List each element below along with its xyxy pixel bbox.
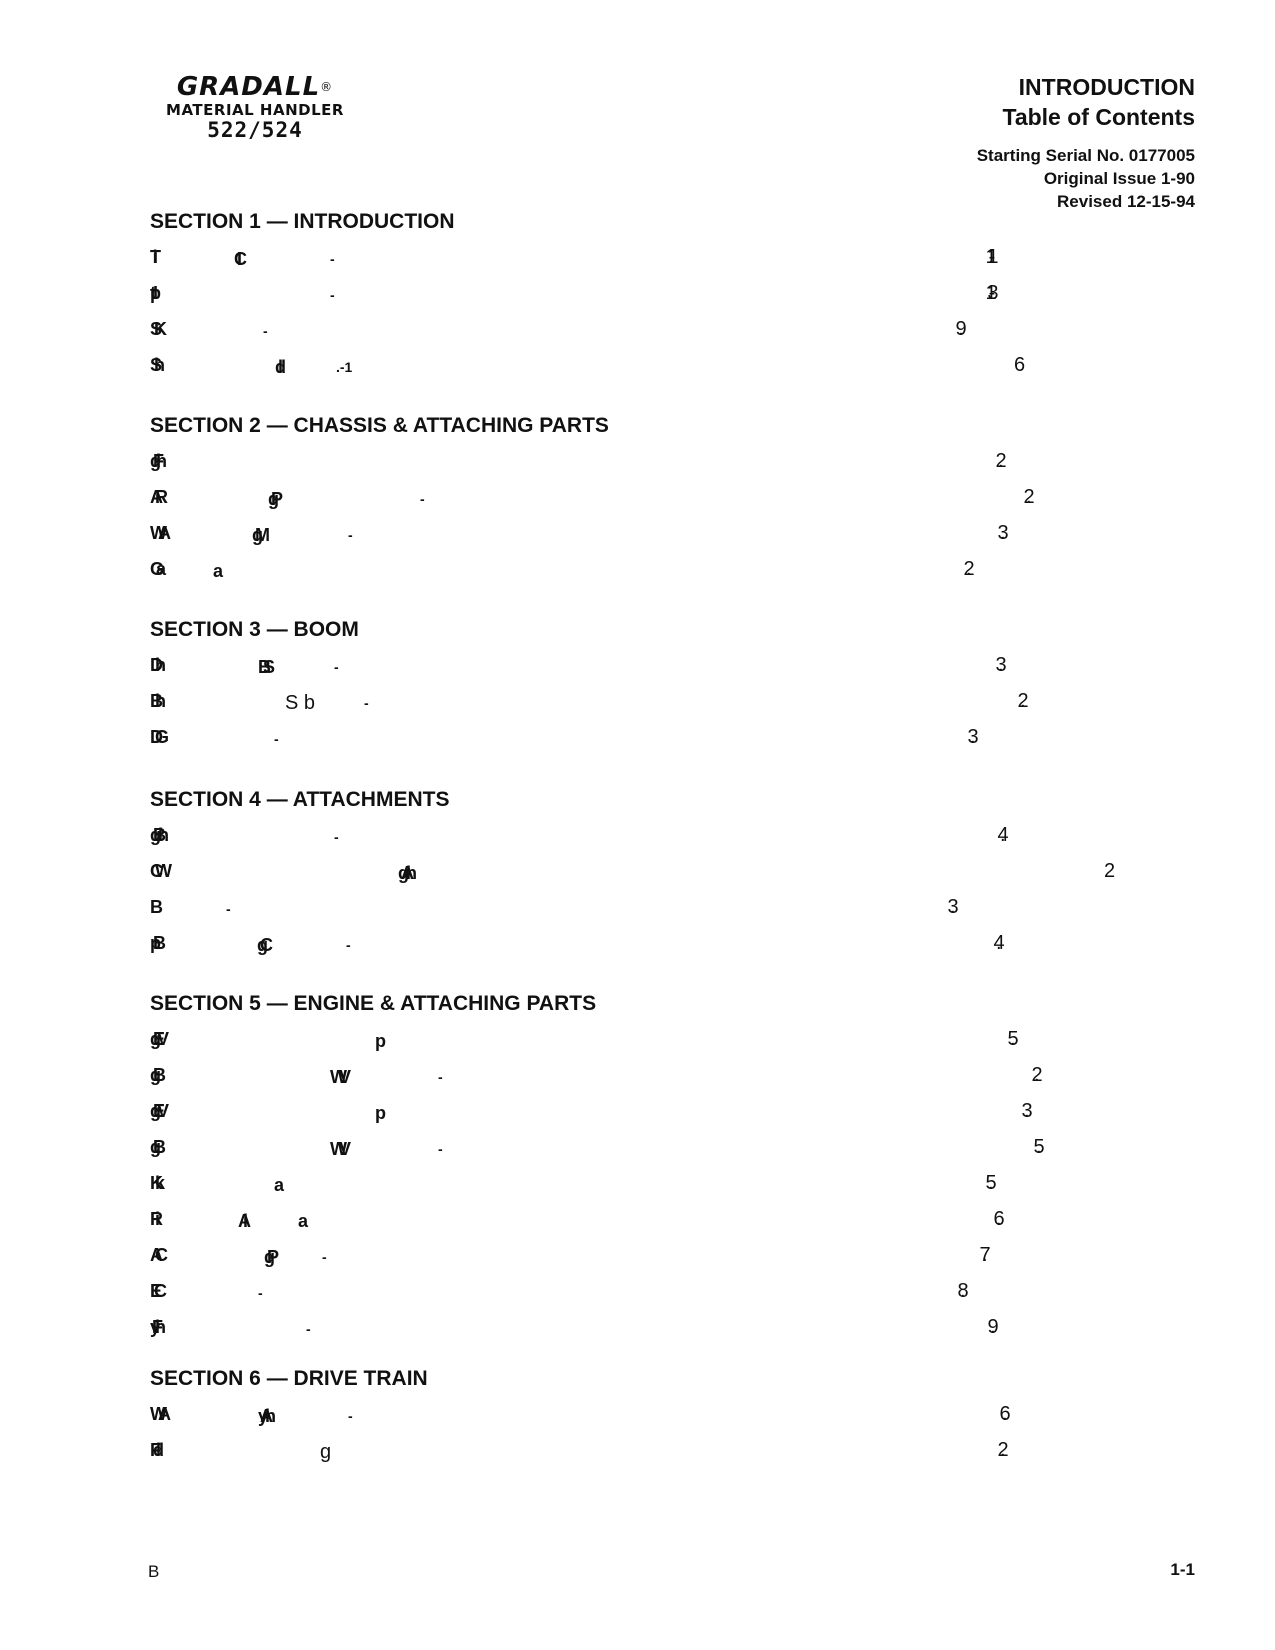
toc-row-label: Ri xyxy=(150,1209,152,1229)
toc-row-label: B xyxy=(150,897,155,917)
toc-row-page: .3 xyxy=(1024,1100,1025,1122)
toc-row-label: Sh xyxy=(150,355,158,375)
toc-row-page: .3 xyxy=(1000,522,1001,544)
section-5 xyxy=(150,990,1190,1348)
toc-row[interactable] xyxy=(150,518,1190,554)
gradall-logo xyxy=(150,73,360,141)
toc-row-label-mid: Al xyxy=(238,1211,240,1231)
toc-row-label-mid: gP xyxy=(268,489,276,509)
toc-row-page: .9 xyxy=(990,1316,991,1338)
toc-row[interactable] xyxy=(150,856,1190,892)
header-revised: Revised 12-15-94 xyxy=(1057,192,1195,211)
toc-row-label-mid: gC xyxy=(257,935,265,955)
toc-row[interactable] xyxy=(150,482,1190,518)
toc-row-page: .6 xyxy=(1002,1403,1003,1425)
section-4 xyxy=(150,786,1190,964)
toc-row-page: .3 xyxy=(950,896,951,918)
toc-row-label: EC xyxy=(150,1281,160,1301)
toc-row-label-mid: WV xyxy=(330,1139,343,1159)
section-6 xyxy=(150,1365,1190,1471)
toc-row-page: .7 xyxy=(982,1244,983,1266)
toc-row-page: .1-1 xyxy=(988,246,991,268)
toc-row-label: DG xyxy=(150,727,161,747)
toc-row-label: pB xyxy=(150,933,158,953)
page-number: 1-1 xyxy=(1170,1560,1195,1579)
toc-row-label: Kk xyxy=(150,1173,158,1193)
toc-row-leader: - xyxy=(438,1069,443,1085)
toc-row[interactable] xyxy=(150,1399,1190,1435)
header-title: INTRODUCTION xyxy=(1018,74,1195,100)
toc-row-page: .5 xyxy=(1036,1136,1037,1158)
toc-row[interactable] xyxy=(150,1435,1190,1471)
toc-row-label: SK xyxy=(150,319,160,339)
toc-row[interactable] xyxy=(150,554,1190,590)
toc-row-label-mid: WV xyxy=(330,1067,343,1087)
toc-row-leader: - xyxy=(334,829,339,845)
toc-row-label: gEV xyxy=(150,1101,162,1121)
toc-row-page: .2 xyxy=(1000,1439,1001,1461)
section-title: SECTION 5 — ENGINE & ATTACHING PARTS xyxy=(150,992,597,1015)
toc-row-leader: - xyxy=(263,323,268,339)
header-original-issue: Original Issue 1-90 xyxy=(1043,169,1195,188)
toc-row-label-mid: gP xyxy=(264,1247,272,1267)
toc-row-page: .2 xyxy=(1034,1064,1035,1086)
toc-row-label: Fdl xyxy=(150,1440,153,1460)
toc-row[interactable] xyxy=(150,1132,1190,1168)
toc-row[interactable] xyxy=(150,1276,1190,1312)
toc-row-label: Bh xyxy=(150,691,158,711)
toc-row-label: WA xyxy=(150,1404,163,1424)
toc-row[interactable] xyxy=(150,314,1190,350)
toc-row[interactable] xyxy=(150,722,1190,758)
toc-row-leader: - xyxy=(348,1408,353,1424)
logo-product-line: MATERIAL HANDLER xyxy=(166,101,344,119)
logo-brand xyxy=(177,73,333,101)
toc-row[interactable] xyxy=(150,650,1190,686)
toc-row[interactable] xyxy=(150,1096,1190,1132)
toc-row-label: Dh xyxy=(150,655,158,675)
toc-row-label-mid: BS xyxy=(258,657,268,677)
toc-row-label: yFh xyxy=(150,1317,159,1337)
toc-row-page: .2 xyxy=(966,558,967,580)
toc-row[interactable] xyxy=(150,892,1190,928)
section-title: SECTION 4 — ATTACHMENTS xyxy=(150,788,450,811)
toc-row-label-mid: p xyxy=(375,1103,378,1123)
toc-row-leader: - xyxy=(258,1285,263,1301)
toc-row-page: .3 xyxy=(998,654,999,676)
toc-row-label: gBh xyxy=(150,825,161,845)
toc-row[interactable] xyxy=(150,278,1190,314)
toc-row-label-mid: S b xyxy=(285,692,316,714)
toc-row[interactable] xyxy=(150,1168,1190,1204)
toc-row-leader: .-1 xyxy=(336,359,353,375)
section-2 xyxy=(150,412,1190,590)
toc-row-page: .8 xyxy=(960,1280,961,1302)
toc-row-label-mid: yAh xyxy=(258,1406,269,1426)
section-title: SECTION 1 — INTRODUCTION xyxy=(150,210,455,233)
toc-row-page: .5 xyxy=(1010,1028,1011,1050)
toc-row[interactable] xyxy=(150,446,1190,482)
section-1 xyxy=(150,208,1190,386)
toc-row-label: gB xyxy=(150,1065,158,1085)
toc-row-label: gEV xyxy=(150,1029,162,1049)
toc-row-leader: - xyxy=(348,527,353,543)
toc-row[interactable] xyxy=(150,928,1190,964)
toc-row-label: gFh xyxy=(150,451,159,471)
footer-left-mark: B xyxy=(148,1562,160,1581)
toc-row-page: 2 xyxy=(1104,860,1108,882)
toc-row-leader: - xyxy=(330,251,335,267)
section-title: SECTION 3 — BOOM xyxy=(150,618,359,641)
toc-row-label-mid: p xyxy=(375,1031,378,1051)
toc-row-leader: a xyxy=(298,1211,309,1231)
page-header xyxy=(977,72,1195,213)
toc-row-leader: - xyxy=(330,287,335,303)
toc-row-page: .2 xyxy=(1020,690,1021,712)
toc-row-page: .1-3 xyxy=(988,282,991,304)
toc-row-page: .2 xyxy=(1026,486,1027,508)
toc-row-label-mid: gM xyxy=(252,525,262,545)
toc-row-leader: - xyxy=(274,731,279,747)
logo-model-number: 522/524 xyxy=(207,118,303,142)
toc-row-label-mid: a xyxy=(213,561,216,581)
toc-row[interactable] xyxy=(150,1312,1190,1348)
section-3 xyxy=(150,616,1190,758)
toc-row-leader: - xyxy=(334,659,339,675)
toc-row-page: .4 xyxy=(1000,824,1001,846)
toc-row-label-mid: a xyxy=(274,1175,277,1195)
toc-row[interactable] xyxy=(150,1024,1190,1060)
toc-row[interactable] xyxy=(150,242,1190,278)
toc-row-leader: - xyxy=(420,491,425,507)
section-title: SECTION 6 — DRIVE TRAIN xyxy=(150,1367,428,1390)
registered-mark: ® xyxy=(320,80,334,94)
header-serial: Starting Serial No. 0177005 xyxy=(976,146,1195,165)
toc-row-page: .2 xyxy=(998,450,999,472)
toc-row[interactable] xyxy=(150,686,1190,722)
logo-brand-text: GRADALL xyxy=(176,72,321,102)
toc-row-label-mid: IC xyxy=(237,249,239,269)
toc-row-label: AC xyxy=(150,1245,160,1265)
toc-row-label-mid: g xyxy=(320,1441,332,1463)
toc-row-label: Ga xyxy=(150,559,159,579)
toc-row-page: .9 xyxy=(958,318,959,340)
toc-row-leader: - xyxy=(346,937,351,953)
toc-row-label: WA xyxy=(150,523,163,543)
toc-row-label-mid: gAh xyxy=(398,863,409,883)
toc-row[interactable] xyxy=(150,1204,1190,1240)
header-subtitle: Table of Contents xyxy=(1002,104,1195,130)
toc-row-page: .5 xyxy=(988,1172,989,1194)
toc-row-label: AR xyxy=(150,487,160,507)
toc-row[interactable] xyxy=(150,820,1190,856)
toc-row-page: .4 xyxy=(996,932,997,954)
toc-row[interactable] xyxy=(150,1240,1190,1276)
toc-row-label: CW xyxy=(150,861,164,881)
toc-row-label: gB xyxy=(150,1137,158,1157)
toc-row-leader: - xyxy=(226,901,231,917)
toc-row-page: .3 xyxy=(970,726,971,748)
toc-row-leader: - xyxy=(322,1249,327,1265)
section-title: SECTION 2 — CHASSIS & ATTACHING PARTS xyxy=(150,414,609,437)
toc-row-page: 6 xyxy=(1014,354,1018,376)
toc-row-leader: - xyxy=(438,1141,443,1157)
toc-row[interactable] xyxy=(150,350,1190,386)
toc-row-leader: - xyxy=(306,1321,311,1337)
toc-row-page: .6 xyxy=(996,1208,997,1230)
toc-row-leader: - xyxy=(364,695,369,711)
toc-row[interactable] xyxy=(150,1060,1190,1096)
